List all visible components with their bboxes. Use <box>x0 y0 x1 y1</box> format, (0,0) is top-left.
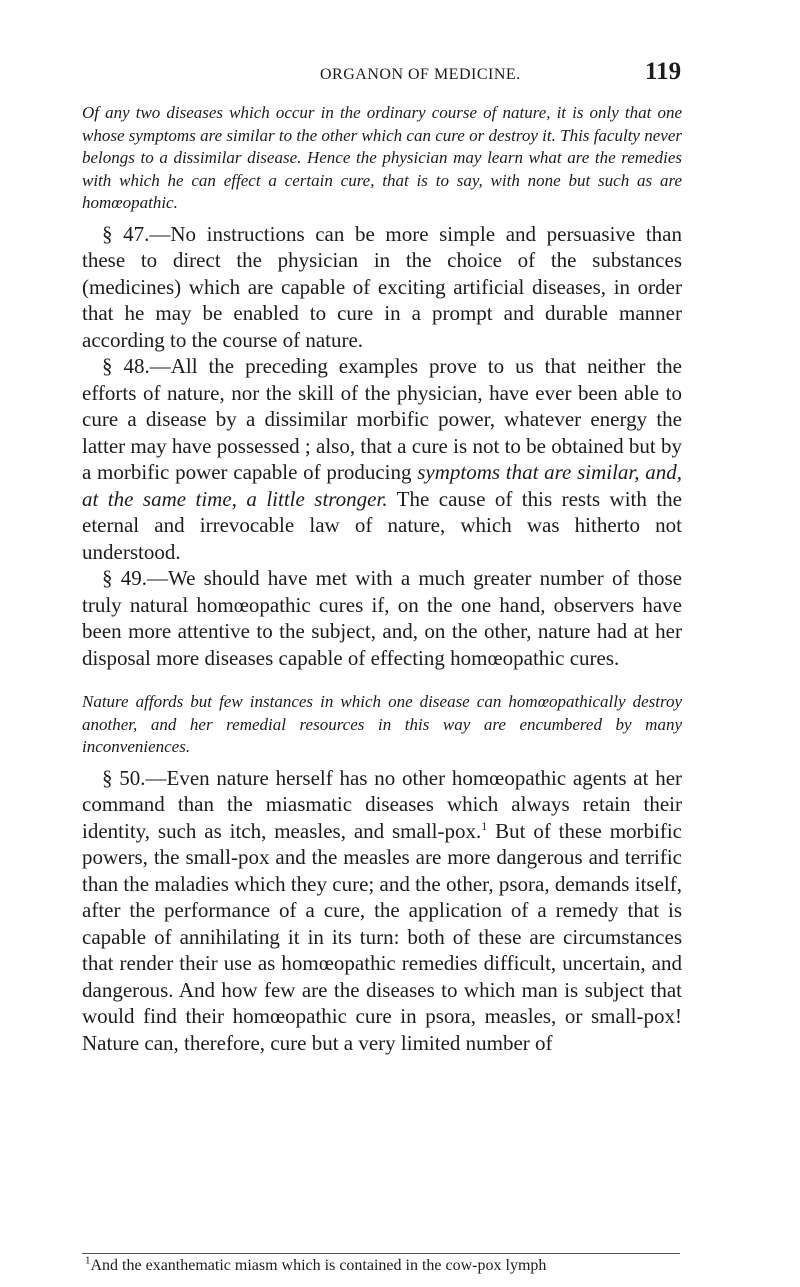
paragraph-text: The cause of this rests with the eternal and irrevocable law of nature, which was hitherto not understood. <box>82 486 682 564</box>
paragraph-text: —All the preceding examples prove to us that neither the efforts of nature, nor the skill of the physician, have ever been able to cure a disease by a dissimilar morbific power, whatever energy the latter may have possessed ; also, that a cure is not to be obtained but by a morbific power capable of producing <box>82 354 683 484</box>
paragraph-49 <box>82 565 682 671</box>
section-summary: Of any two diseases which occur in the ordinary course of nature, it is only that one whose symptoms are similar to the other which can cure or destroy it. This faculty never belongs to a dissimilar disease. Hence the physician may learn what are the remedies with which he can effect a certain cure, that is to say, with none but such as are homœopathic. <box>82 103 682 212</box>
body-text <box>82 102 682 1056</box>
paragraph-50 <box>82 765 682 1057</box>
footnote-reference[interactable]: 1 <box>481 818 488 833</box>
page-number: 119 <box>645 58 682 85</box>
emphasized-text: symptoms that are similar, and, at the same time, a little stronger. <box>82 460 682 511</box>
paragraph-text: —Even nature herself has no other homœopathic agents at her command than the miasmatic diseases which always retain their identity, such as itch, measles, and small-pox. <box>82 765 683 843</box>
paragraph-47 <box>82 221 682 354</box>
footnote-divider <box>82 1253 680 1254</box>
section-number: § 50. <box>102 765 146 790</box>
running-head <box>0 58 800 98</box>
section-number: § 47. <box>102 221 150 246</box>
paragraph-48 <box>82 353 682 565</box>
footnote-text: And the exanthematic miasm which is contained in the cow-pox lymph <box>90 1257 547 1274</box>
section-number: § 48. <box>102 354 150 378</box>
running-title: ORGANON OF MEDICINE. <box>320 66 521 83</box>
paragraph-text: —No instructions can be more simple and persuasive than these to direct the physician in the choice of the substances (medicines) which are capable of exciting artificial diseases, in order that he may be enabled to cure in a prompt and durable manner according to the course of nature. <box>82 221 683 352</box>
section-summary: Nature affords but few instances in which one disease can homœopathically destroy another, and her remedial resources in this way are encumbered by many inconveniences. <box>82 692 682 756</box>
paragraph-text: —We should have met with a much greater number of those truly natural homœopathic cures if, on the one hand, observers have been more attentive to the subject, and, on the other, nature had at her disposal more diseases capable of effecting homœopathic cures. <box>82 566 683 670</box>
section-number: § 49. <box>102 566 147 590</box>
footnote-mark: 1 <box>85 1254 91 1267</box>
paragraph-text: But of these morbific powers, the small-pox and the measles are more dangerous and terrific than the maladies which they cure; and the other, psora, demands itself, after the performance of a cure, the application of a remedy that is capable of annihilating it in its turn: both of these are circumstances that render their use as homœopathic remedies difficult, uncertain, and dangerous. And how few are the diseases to which man is subject that would find their homœopathic cure in psora, measles, or small-pox! Nature can, therefore, cure but a very limited number of <box>82 818 682 1055</box>
footnote <box>85 1256 685 1276</box>
